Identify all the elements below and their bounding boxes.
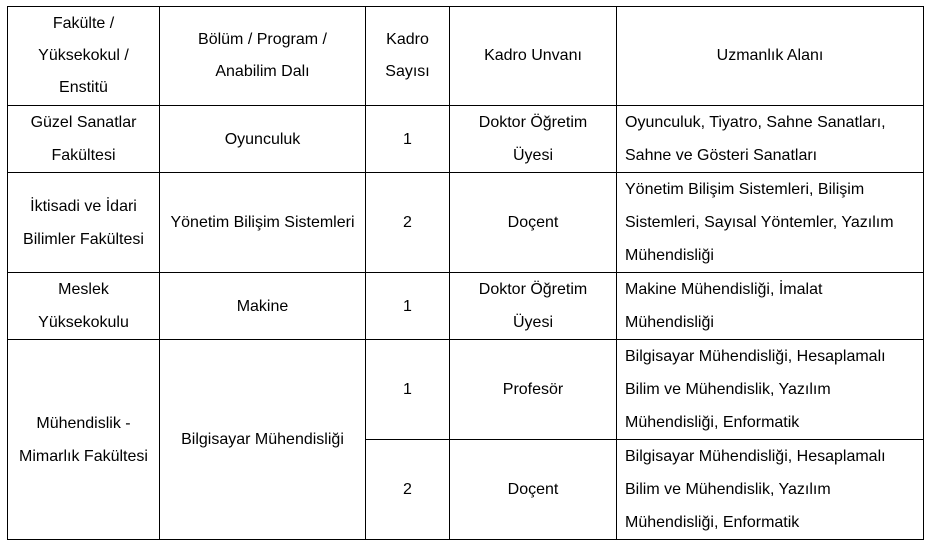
header-faculty: Fakülte / Yüksekokul / Enstitü [8, 7, 160, 106]
cell-faculty: Meslek Yüksekokulu [8, 273, 160, 340]
cell-title: Doktor Öğretim Üyesi [450, 106, 617, 173]
cell-specialty: Bilgisayar Mühendisliği, Hesaplamalı Bilim ve Mühendislik, Yazılım Mühendisliği, Enformatik [617, 340, 924, 440]
table-row [8, 340, 924, 440]
header-title: Kadro Unvanı [450, 7, 617, 106]
cell-specialty: Bilgisayar Mühendisliği, Hesaplamalı Bilim ve Mühendislik, Yazılım Mühendisliği, Enformatik [617, 440, 924, 540]
cell-title: Doçent [450, 440, 617, 540]
cell-title: Profesör [450, 340, 617, 440]
header-row [8, 7, 924, 106]
cell-specialty: Yönetim Bilişim Sistemleri, Bilişim Sistemleri, Sayısal Yöntemler, Yazılım Mühendisliği [617, 173, 924, 273]
staff-position-table [7, 6, 924, 540]
cell-program: Yönetim Bilişim Sistemleri [160, 173, 366, 273]
table-row [8, 273, 924, 340]
cell-faculty: İktisadi ve İdari Bilimler Fakültesi [8, 173, 160, 273]
cell-specialty: Oyunculuk, Tiyatro, Sahne Sanatları, Sahne ve Gösteri Sanatları [617, 106, 924, 173]
cell-program: Oyunculuk [160, 106, 366, 173]
table-row [8, 106, 924, 173]
cell-program: Makine [160, 273, 366, 340]
cell-faculty: Mühendislik - Mimarlık Fakültesi [8, 340, 160, 540]
cell-count: 2 [366, 173, 450, 273]
cell-count: 1 [366, 340, 450, 440]
cell-title: Doktor Öğretim Üyesi [450, 273, 617, 340]
cell-count: 1 [366, 106, 450, 173]
table-row [8, 173, 924, 273]
cell-count: 1 [366, 273, 450, 340]
cell-faculty: Güzel Sanatlar Fakültesi [8, 106, 160, 173]
header-program: Bölüm / Program / Anabilim Dalı [160, 7, 366, 106]
header-count: Kadro Sayısı [366, 7, 450, 106]
cell-count: 2 [366, 440, 450, 540]
header-specialty: Uzmanlık Alanı [617, 7, 924, 106]
cell-program: Bilgisayar Mühendisliği [160, 340, 366, 540]
cell-specialty: Makine Mühendisliği, İmalat Mühendisliği [617, 273, 924, 340]
cell-title: Doçent [450, 173, 617, 273]
